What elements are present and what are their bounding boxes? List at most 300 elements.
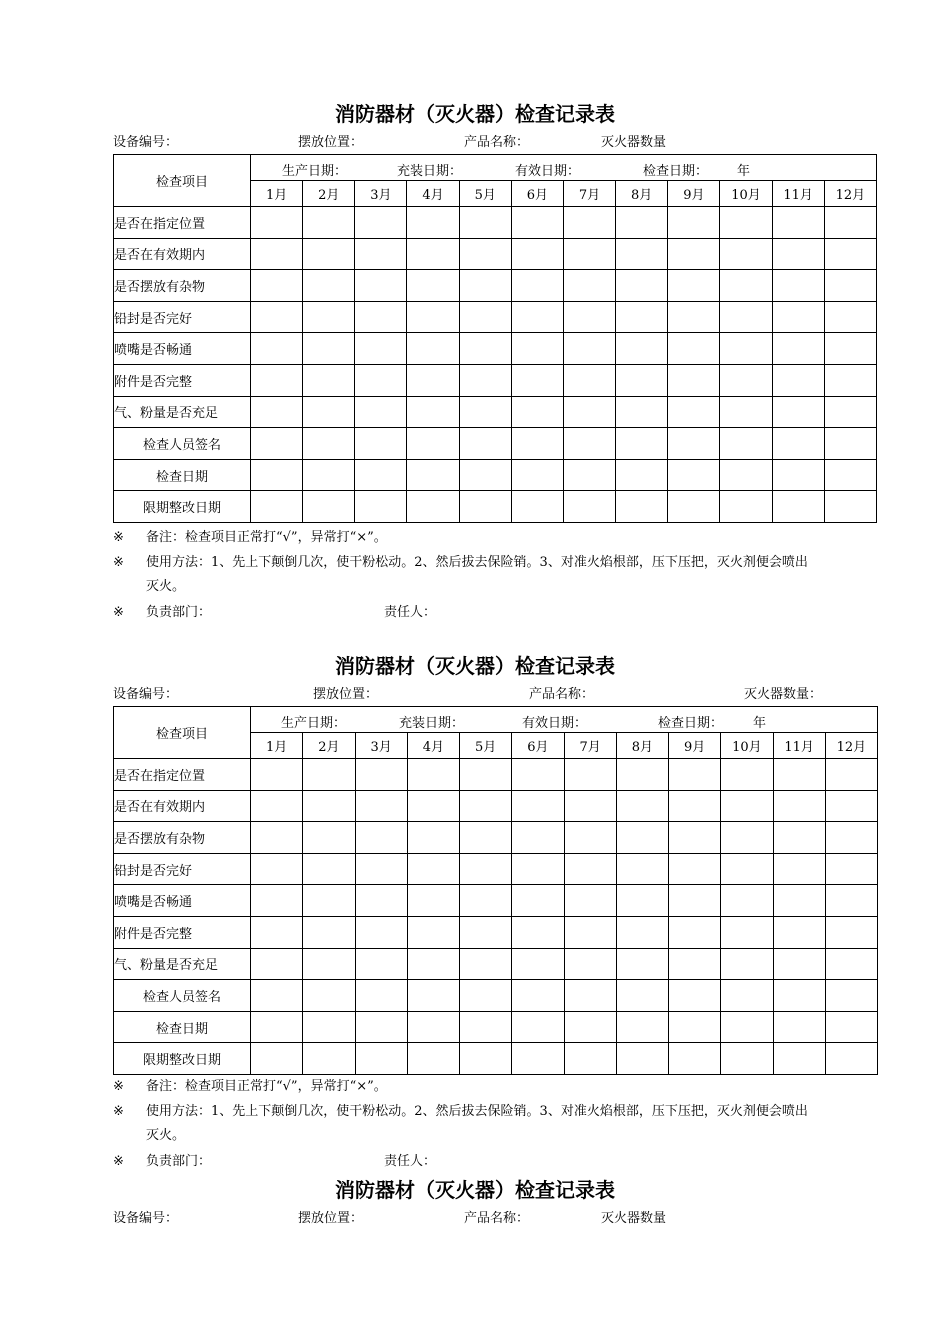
device-no-label-2: 设备编号： [113,687,179,702]
table-row [114,1043,878,1075]
table-row [114,207,877,239]
check-cell[interactable] [251,301,303,333]
check-cell[interactable] [668,270,720,302]
check-cell[interactable] [825,980,877,1012]
check-cell[interactable] [616,1011,668,1043]
check-cell[interactable] [825,916,877,948]
table-row [114,301,877,333]
check-cell[interactable] [407,885,459,917]
check-cell[interactable] [616,885,668,917]
check-cell[interactable] [825,1043,877,1075]
check-cell[interactable] [511,459,563,491]
check-cell[interactable] [407,207,459,239]
check-cell[interactable] [669,1011,721,1043]
check-cell[interactable] [459,459,511,491]
form-title-1: 消防器材（灭火器）检查记录表 [335,102,615,126]
check-cell[interactable] [407,948,459,980]
check-cell[interactable] [355,948,407,980]
check-cell[interactable] [616,207,668,239]
month-header: 4月 [407,181,459,207]
check-cell[interactable] [669,790,721,822]
check-cell[interactable] [303,980,355,1012]
check-cell[interactable] [824,364,876,396]
check-cell[interactable] [720,270,772,302]
check-cell[interactable] [668,396,720,428]
check-cell[interactable] [407,916,459,948]
month-header: 1月 [251,181,303,207]
table-row [114,270,877,302]
check-cell[interactable] [459,207,511,239]
table-row [114,1011,878,1043]
header-item-column: 检查项目 [114,155,251,207]
check-item-label: 检查人员签名 [114,980,251,1012]
fill-date-label: 充装日期： [397,163,463,179]
check-cell[interactable] [460,853,512,885]
check-cell[interactable] [303,301,355,333]
check-cell[interactable] [720,428,772,460]
check-cell[interactable] [773,885,825,917]
check-cell[interactable] [251,207,303,239]
table-row [114,491,877,523]
check-cell[interactable] [407,759,459,791]
check-cell[interactable] [824,207,876,239]
check-cell[interactable] [669,916,721,948]
check-cell[interactable] [511,301,563,333]
check-cell[interactable] [563,301,615,333]
check-cell[interactable] [407,853,459,885]
check-cell[interactable] [303,428,355,460]
check-cell[interactable] [460,759,512,791]
check-cell[interactable] [511,207,563,239]
check-cell[interactable] [825,759,877,791]
check-cell[interactable] [564,853,616,885]
check-cell[interactable] [303,333,355,365]
check-cell[interactable] [563,238,615,270]
check-cell[interactable] [721,948,773,980]
check-cell[interactable] [407,1043,459,1075]
check-cell[interactable] [564,759,616,791]
check-cell[interactable] [616,853,668,885]
check-cell[interactable] [303,822,355,854]
check-cell[interactable] [251,885,303,917]
check-cell[interactable] [564,980,616,1012]
check-cell[interactable] [668,238,720,270]
check-cell[interactable] [512,759,564,791]
valid-date-label: 有效日期： [522,715,588,731]
check-cell[interactable] [511,333,563,365]
check-cell[interactable] [511,270,563,302]
check-item-label: 铅封是否完好 [114,301,251,333]
check-cell[interactable] [355,491,407,523]
check-cell[interactable] [564,1043,616,1075]
check-cell[interactable] [511,491,563,523]
check-cell[interactable] [407,333,459,365]
check-cell[interactable] [460,1011,512,1043]
check-cell[interactable] [251,822,303,854]
check-cell[interactable] [251,459,303,491]
month-header: 8月 [616,733,668,759]
check-cell[interactable] [721,853,773,885]
check-cell[interactable] [355,207,407,239]
remark-text: 备注：检查项目正常打“√”，异常打“×”。 [146,530,387,545]
check-cell[interactable] [303,1011,355,1043]
usage-text-line2: 灭火。 [146,1128,186,1143]
check-cell[interactable] [460,948,512,980]
check-cell[interactable] [407,1011,459,1043]
check-item-label: 检查日期 [114,459,251,491]
check-cell[interactable] [773,980,825,1012]
month-header: 1月 [251,733,303,759]
check-cell[interactable] [824,428,876,460]
month-header: 12月 [825,733,877,759]
check-cell[interactable] [303,270,355,302]
check-cell[interactable] [303,916,355,948]
form-title-2: 消防器材（灭火器）检查记录表 [335,654,615,678]
check-cell[interactable] [721,822,773,854]
check-cell[interactable] [251,428,303,460]
check-cell[interactable] [824,459,876,491]
check-cell[interactable] [563,333,615,365]
check-cell[interactable] [303,853,355,885]
check-cell[interactable] [825,790,877,822]
check-cell[interactable] [616,491,668,523]
check-cell[interactable] [512,916,564,948]
check-cell[interactable] [512,1043,564,1075]
check-cell[interactable] [720,396,772,428]
check-item-label: 喷嘴是否畅通 [114,885,251,917]
check-cell[interactable] [616,238,668,270]
check-cell[interactable] [459,301,511,333]
check-cell[interactable] [407,459,459,491]
check-cell[interactable] [564,885,616,917]
month-header: 8月 [616,181,668,207]
check-cell[interactable] [460,822,512,854]
check-cell[interactable] [251,790,303,822]
check-date-label: 检查日期： [643,163,709,179]
check-cell[interactable] [251,1011,303,1043]
check-cell[interactable] [512,790,564,822]
check-cell[interactable] [824,396,876,428]
check-cell[interactable] [459,238,511,270]
check-cell[interactable] [407,238,459,270]
month-header: 7月 [563,181,615,207]
month-header: 9月 [668,181,720,207]
month-header: 3月 [355,181,407,207]
check-cell[interactable] [720,459,772,491]
check-cell[interactable] [460,885,512,917]
check-cell[interactable] [303,759,355,791]
check-cell[interactable] [303,491,355,523]
quantity-label-2: 灭火器数量： [744,687,823,702]
check-cell[interactable] [512,980,564,1012]
check-cell[interactable] [669,948,721,980]
check-cell[interactable] [355,270,407,302]
check-cell[interactable] [251,948,303,980]
check-cell[interactable] [251,1043,303,1075]
check-cell[interactable] [773,1043,825,1075]
check-cell[interactable] [512,822,564,854]
check-cell[interactable] [824,301,876,333]
check-cell[interactable] [303,364,355,396]
check-cell[interactable] [668,207,720,239]
check-cell[interactable] [355,238,407,270]
check-cell[interactable] [563,396,615,428]
check-cell[interactable] [772,428,824,460]
check-cell[interactable] [772,491,824,523]
check-cell[interactable] [825,822,877,854]
check-cell[interactable] [616,916,668,948]
check-cell[interactable] [459,333,511,365]
check-cell[interactable] [407,428,459,460]
check-cell[interactable] [511,428,563,460]
check-cell[interactable] [773,790,825,822]
check-cell[interactable] [824,333,876,365]
check-cell[interactable] [772,364,824,396]
check-cell[interactable] [616,459,668,491]
month-header: 10月 [720,181,772,207]
check-cell[interactable] [355,459,407,491]
month-header: 5月 [459,181,511,207]
check-cell[interactable] [669,759,721,791]
check-cell[interactable] [720,491,772,523]
check-cell[interactable] [720,207,772,239]
check-cell[interactable] [720,238,772,270]
remark-text: 备注：检查项目正常打“√”，异常打“×”。 [146,1079,387,1094]
table-row [114,459,877,491]
check-cell[interactable] [512,853,564,885]
check-cell[interactable] [511,396,563,428]
check-cell[interactable] [668,301,720,333]
check-cell[interactable] [721,980,773,1012]
check-cell[interactable] [772,396,824,428]
check-cell[interactable] [563,428,615,460]
check-cell[interactable] [669,885,721,917]
check-item-label: 是否摆放有杂物 [114,270,251,302]
check-cell[interactable] [720,333,772,365]
check-cell[interactable] [459,491,511,523]
reference-mark: ※ [113,1154,124,1169]
check-cell[interactable] [616,396,668,428]
check-cell[interactable] [355,364,407,396]
check-cell[interactable] [355,759,407,791]
check-cell[interactable] [303,459,355,491]
inspection-table-2 [113,706,878,1075]
check-cell[interactable] [773,916,825,948]
check-cell[interactable] [772,270,824,302]
check-cell[interactable] [773,1011,825,1043]
month-header: 6月 [512,733,564,759]
check-cell[interactable] [772,301,824,333]
check-cell[interactable] [772,238,824,270]
check-cell[interactable] [616,822,668,854]
check-cell[interactable] [772,333,824,365]
check-cell[interactable] [669,1043,721,1075]
check-cell[interactable] [824,270,876,302]
check-cell[interactable] [616,270,668,302]
check-cell[interactable] [668,364,720,396]
check-cell[interactable] [355,916,407,948]
check-cell[interactable] [616,428,668,460]
check-cell[interactable] [616,301,668,333]
check-cell[interactable] [407,364,459,396]
check-cell[interactable] [460,790,512,822]
check-cell[interactable] [460,980,512,1012]
check-cell[interactable] [355,853,407,885]
check-cell[interactable] [512,948,564,980]
check-cell[interactable] [303,885,355,917]
check-cell[interactable] [616,790,668,822]
check-cell[interactable] [720,301,772,333]
check-cell[interactable] [407,790,459,822]
check-cell[interactable] [512,1011,564,1043]
check-cell[interactable] [407,491,459,523]
check-cell[interactable] [251,916,303,948]
product-label-2: 产品名称： [529,687,595,702]
check-cell[interactable] [407,822,459,854]
check-cell[interactable] [824,238,876,270]
quantity-label-3: 灭火器数量 [601,1211,667,1226]
check-cell[interactable] [669,822,721,854]
check-cell[interactable] [511,238,563,270]
usage-note-1 [113,551,893,599]
check-cell[interactable] [616,333,668,365]
table-row [114,238,877,270]
check-cell[interactable] [251,238,303,270]
check-cell[interactable] [355,428,407,460]
check-cell[interactable] [355,885,407,917]
check-cell[interactable] [564,790,616,822]
inspection-table-1 [113,154,877,523]
check-cell[interactable] [825,885,877,917]
check-cell[interactable] [407,980,459,1012]
check-cell[interactable] [564,916,616,948]
check-cell[interactable] [407,270,459,302]
check-cell[interactable] [616,948,668,980]
check-cell[interactable] [563,491,615,523]
check-cell[interactable] [251,759,303,791]
check-cell[interactable] [772,459,824,491]
check-cell[interactable] [616,364,668,396]
check-cell[interactable] [825,948,877,980]
responsible-label: 责任人： [384,605,437,620]
check-cell[interactable] [511,364,563,396]
check-cell[interactable] [355,333,407,365]
month-header: 2月 [303,181,355,207]
check-cell[interactable] [825,853,877,885]
check-cell[interactable] [251,364,303,396]
check-cell[interactable] [669,980,721,1012]
check-item-label: 是否在指定位置 [114,759,251,791]
check-cell[interactable] [773,822,825,854]
check-cell[interactable] [303,207,355,239]
check-cell[interactable] [355,301,407,333]
check-cell[interactable] [669,853,721,885]
check-cell[interactable] [563,364,615,396]
reference-mark: ※ [113,1104,124,1119]
table-row [114,980,878,1012]
check-cell[interactable] [721,885,773,917]
check-cell[interactable] [772,207,824,239]
check-cell[interactable] [616,759,668,791]
check-cell[interactable] [355,1011,407,1043]
check-cell[interactable] [407,301,459,333]
check-cell[interactable] [563,270,615,302]
check-cell[interactable] [721,1043,773,1075]
check-cell[interactable] [668,491,720,523]
check-cell[interactable] [825,1011,877,1043]
month-header: 9月 [669,733,721,759]
check-cell[interactable] [668,333,720,365]
check-cell[interactable] [773,853,825,885]
check-cell[interactable] [668,428,720,460]
location-label-2: 摆放位置： [313,687,379,702]
check-cell[interactable] [512,885,564,917]
check-cell[interactable] [564,1011,616,1043]
check-cell[interactable] [564,822,616,854]
check-cell[interactable] [459,428,511,460]
department-note-2 [113,1150,893,1174]
device-no-label-3: 设备编号： [113,1211,179,1226]
check-cell[interactable] [251,333,303,365]
reference-mark: ※ [113,605,124,620]
department-note-1 [113,601,893,625]
check-cell[interactable] [251,270,303,302]
check-cell[interactable] [721,790,773,822]
reference-mark: ※ [113,555,124,570]
check-cell[interactable] [721,916,773,948]
check-item-label: 限期整改日期 [114,491,251,523]
check-cell[interactable] [355,1043,407,1075]
check-cell[interactable] [407,396,459,428]
check-cell[interactable] [303,948,355,980]
check-cell[interactable] [773,948,825,980]
table-row [114,790,878,822]
check-cell[interactable] [459,364,511,396]
check-cell[interactable] [303,238,355,270]
check-cell[interactable] [459,396,511,428]
check-cell[interactable] [251,980,303,1012]
check-cell[interactable] [824,491,876,523]
month-header: 5月 [460,733,512,759]
check-cell[interactable] [460,916,512,948]
check-cell[interactable] [668,459,720,491]
check-cell[interactable] [355,396,407,428]
check-cell[interactable] [616,980,668,1012]
check-cell[interactable] [355,980,407,1012]
check-cell[interactable] [773,759,825,791]
check-cell[interactable] [563,207,615,239]
check-item-label: 检查日期 [114,1011,251,1043]
check-cell[interactable] [563,459,615,491]
check-cell[interactable] [251,491,303,523]
check-cell[interactable] [564,948,616,980]
device-no-label-1: 设备编号： [113,135,179,150]
check-cell[interactable] [251,853,303,885]
check-cell[interactable] [459,270,511,302]
check-cell[interactable] [721,1011,773,1043]
check-cell[interactable] [616,1043,668,1075]
check-cell[interactable] [355,822,407,854]
check-cell[interactable] [460,1043,512,1075]
check-cell[interactable] [303,790,355,822]
check-cell[interactable] [721,759,773,791]
month-header: 3月 [355,733,407,759]
check-cell[interactable] [303,1043,355,1075]
check-cell[interactable] [720,364,772,396]
check-cell[interactable] [303,396,355,428]
check-cell[interactable] [251,396,303,428]
check-cell[interactable] [355,790,407,822]
